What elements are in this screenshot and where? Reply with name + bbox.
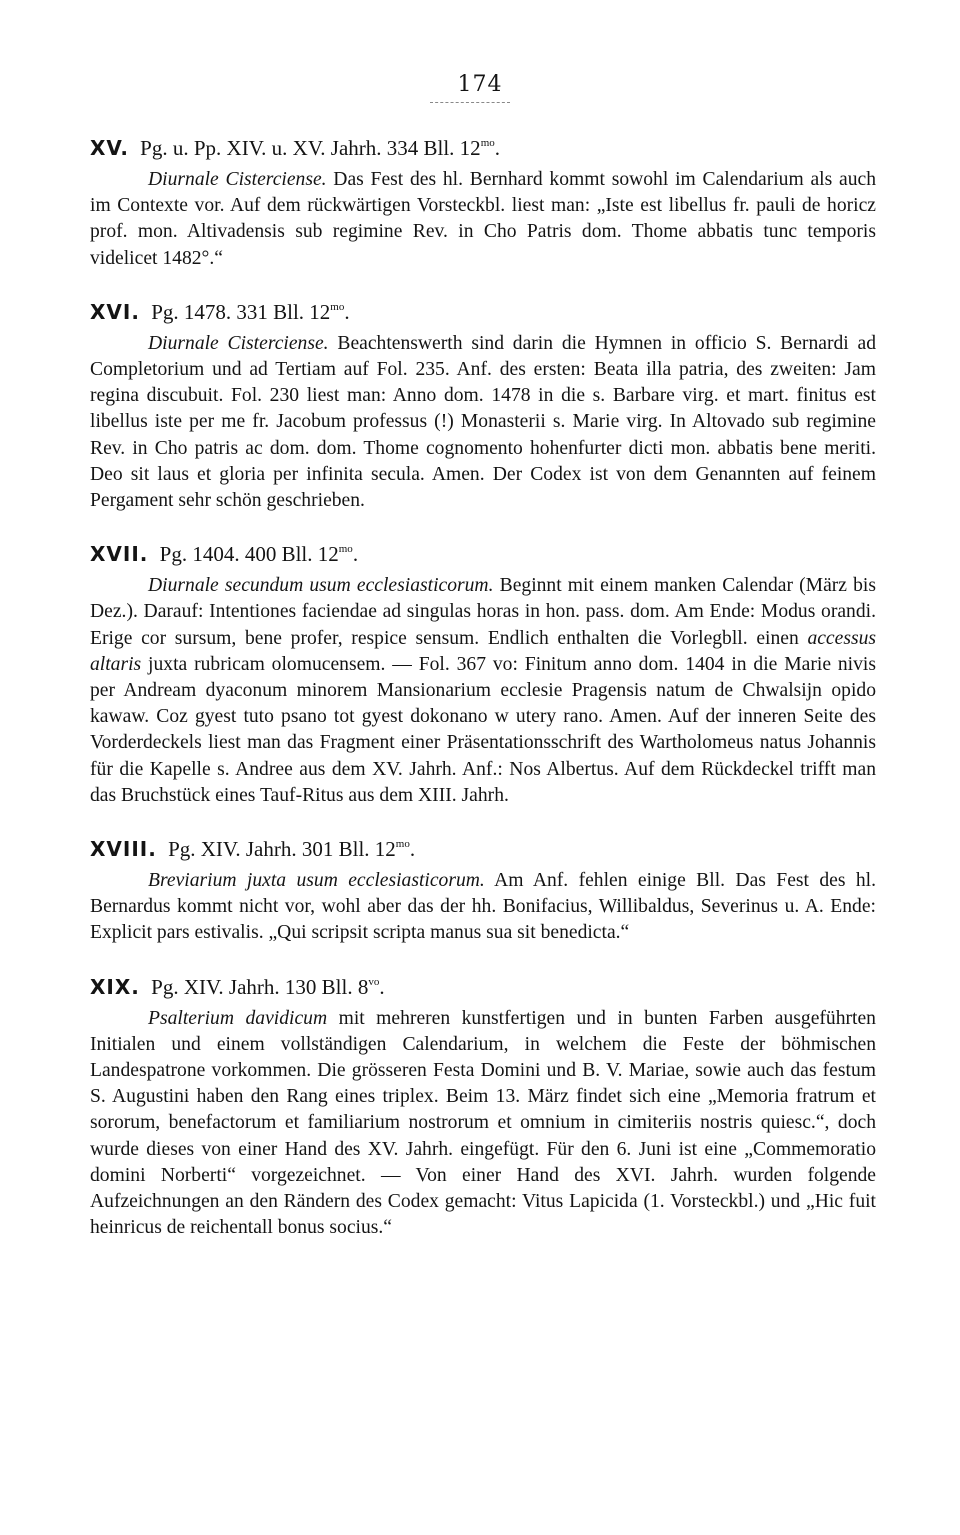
format-superscript: mo [338,543,353,556]
entry-body [90,573,876,809]
entry-header: XVI. Pg. 1478. 331 Bll. $12^{mo}$. [90,299,350,324]
entry-header-text: Pg. 1478. 331 Bll. 12 [151,299,331,324]
entry-header-text: Pg. u. Pp. XIV. u. XV. Jahrh. 334 Bll. 12 [140,136,481,160]
entry-header: XIX. Pg. XIV. Jahrh. 130 Bll. $8^{vo}$. [90,974,385,999]
entry-header-text: Pg. XIV. Jahrh. 301 Bll. 12 [168,837,396,862]
entry-header-text: Pg. 1404. 400 Bll. 12 [159,542,339,567]
entry-xix [90,967,876,1242]
entry-title: Diurnale Cisterciense. [148,169,327,190]
entry-numeral: XIX. [90,974,140,999]
entry-numeral: XVII. [90,542,149,567]
entry-text: mit mehreren kunstfertigen und in bunten Farben ausgeführten Initialen und einem vollständigen Calendarium, in welchem die Feste der böhmischen Landespatrone vorkommen. Die grösseren Festa Domini und B. V. Mariae, sowie auch das festum S. Augustini haben den Rang eines triplex. Beim 13. März findet sich eine „Memoria fratrum et sororum, benefactorum et familiarium nostrorum et omnium in cimiteriis nostris quiesc.“, doch wurde dieses von einer Hand des XV. Jahrh. eingefügt. Für den 6. Juni ist eine „Commemoratio domini Norberti“ vorgezeichnet. — Von einer Hand des XVI. Jahrh. wurden folgende Aufzeichnungen an den Rändern des Codex gemacht: Vitus Lapicida (1. Vorsteckbl.) und „Hic fuit heinricus de reichentall bonus socius.“ [90,1007,876,1239]
format-superscript: vo [368,975,380,988]
entry-body [90,1006,876,1242]
entry-numeral: XVI. [90,299,140,324]
manuscript-entries [90,128,876,1262]
entry-body [90,331,876,514]
entry-title: Psalterium davidicum [148,1007,328,1029]
entry-header-text: Pg. XIV. Jahrh. 130 Bll. 8 [151,974,369,999]
format-superscript: mo [480,137,495,149]
format-superscript: mo [330,300,345,313]
entry-body [90,167,876,272]
entry-text: Beginnt mit einem manken Calendar (März bis Dez.). Darauf: Intentiones faciendae ad singulas horas in hon. pass. dom. Am Ende: Modus orandi. Erige cor sursum, bene profer, respice sensum. Endlich enthalten die Vorlegbll. einen [90,575,877,649]
entry-xviii [90,829,876,947]
entry-header: XVII. Pg. 1404. 400 Bll. $12^{mo}$. [90,542,359,567]
entry-text-italic: accessus altaris [90,627,876,675]
entry-text: Am Anf. fehlen einige Bll. Das Fest des hl. Bernardus kommt nicht vor, wohl aber das der hh. Bonifacius, Willibaldus, Severinus u. A. Ende: Explicit pars estivalis. „Qui scripsit scripta manus sua sit benedicta.“ [90,870,876,944]
format-superscript: mo [395,838,410,851]
entry-title: Diurnale secundum usum ecclesiasticorum. [148,575,494,597]
entry-xv [90,128,876,272]
entry-header: XVIII. Pg. XIV. Jahrh. 301 Bll. $12^{mo}$. [90,837,416,862]
entry-numeral: XV. [90,136,129,160]
entry-text: Beachtenswerth sind darin die Hymnen in officio S. Bernardi ad Completorium und ad Tertiam auf Fol. 235. Anf. des ersten: Beata illa patria, des zweiten: Jam regina discubuit. Fol. 230 liest man: Anno dom. 1478 in die s. Barbare virg. et mart. finitus est libellus iste per me fr. Jacobum professus (!) Monasterii s. Marie virg. In Altovado sub regimine Rev. in Cho patris ac dom. dom. Thome cognomento hohenfurter dicti mon. abbatis bene meriti. Deo sit laus et gloria per infinita secula. Amen. Der Codex ist von dem Genannten auf feinem Pergament sehr schön geschrieben. [90,332,877,512]
page-number: 174 [457,72,503,97]
page-number-rule [430,102,510,104]
entry-title: Breviarium juxta usum ecclesiasticorum. [148,870,485,892]
entry-xvii [90,534,876,809]
entry-numeral: XVIII. [90,837,157,862]
entry-text: Das Fest des hl. Bernhard kommt sowohl im Calendarium als auch im Contexte vor. Auf dem rückwärtigen Vorsteckbl. liest man: „Iste est libellus fr. pauli de horicz prof. mon. Altivadensis sub regimine Rev. in Cho Patris dom. Thome abbatis tunc temporis videlicet 1482°.“ [90,169,876,269]
entry-body [90,868,876,947]
entry-text-continued: juxta rubricam olomucensem. — Fol. 367 vo: Finitum anno dom. 1404 in die Marie nivis per Andream dyaconum minorem Mansionarium ecclesie Pragensis natum de Chwalsijn opido kawaw. Coz gyest tuto psano tot gyest dokonano w utery rano. Amen. Auf der inneren Seite des Vorderdeckels liest man das Fragment einer Präsentationsschrift des Wartholomeus natus Johannis für die Kapelle s. Andree aus dem XV. Jahrh. Anf.: Nos Albertus. Auf dem Rückdeckel trifft man das Bruchstück eines Tauf-Ritus aus dem XIII. Jahrh. [90,653,876,806]
entry-header: XV. Pg. u. Pp. XIV. u. XV. Jahrh. 334 Bll. $12^{mo}$. [90,136,500,160]
entry-title: Diurnale Cisterciense. [148,332,329,354]
entry-xvi [90,292,876,514]
